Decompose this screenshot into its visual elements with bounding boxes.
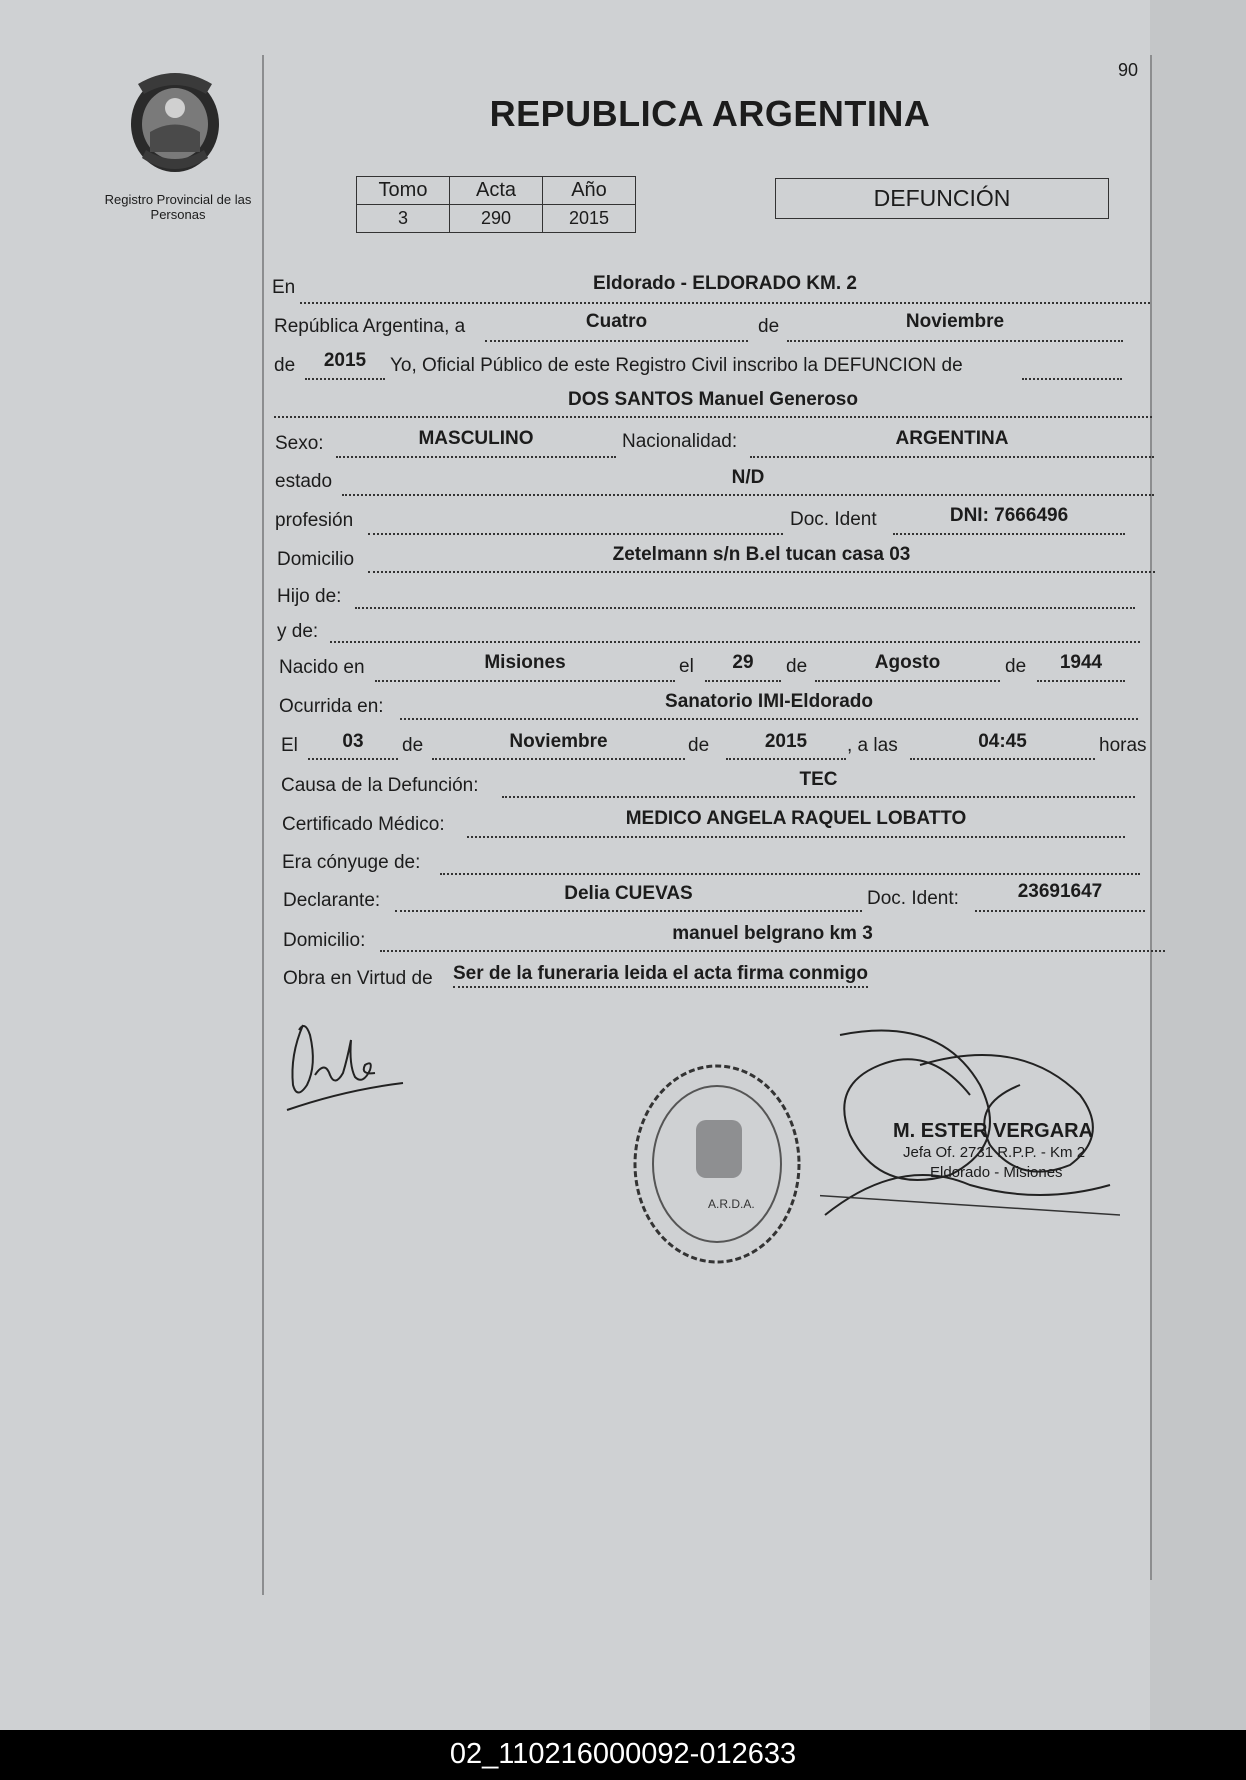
birth-month-value: Agosto: [874, 652, 941, 673]
left-margin-line: [262, 55, 264, 1595]
label-domicilio: Domicilio: [277, 549, 355, 570]
label-doc-ident: Doc. Ident:: [867, 888, 959, 909]
declarant-signature-icon: [285, 1015, 415, 1115]
obra-value: Ser de la funeraria leida el acta firma conmigo: [453, 963, 868, 988]
death-day-value: 03: [342, 731, 364, 752]
place-value: Eldorado - ELDORADO KM. 2: [593, 273, 857, 294]
label-conyuge: Era cónyuge de:: [282, 852, 421, 873]
field-line: [440, 851, 1140, 875]
label-profesion: profesión: [275, 510, 354, 531]
svg-text:A.R.D.A.: A.R.D.A.: [708, 1197, 755, 1211]
domicilio-value: Zetelmann s/n B.el tucan casa 03: [612, 544, 911, 565]
ano-value: 2015: [543, 205, 636, 233]
label-horas: horas: [1099, 735, 1147, 756]
registry-name: Registro Provincial de las Personas: [104, 192, 252, 222]
page-number: 90: [1118, 60, 1139, 80]
label-en: En: [272, 277, 296, 298]
day-words-value: Cuatro: [585, 311, 648, 332]
label-nacido-en: Nacido en: [279, 657, 365, 678]
official-name: M. ESTER VERGARA: [893, 1120, 1094, 1142]
table-header-ano: Año: [543, 177, 636, 205]
label-de: de: [758, 316, 780, 337]
death-year-value: 2015: [764, 731, 808, 752]
certificado-value: MEDICO ANGELA RAQUEL LOBATTO: [625, 808, 967, 829]
label-de: de: [1005, 656, 1027, 677]
estado-value: N/D: [731, 467, 765, 488]
document-title: REPUBLICA ARGENTINA: [489, 93, 931, 134]
deceased-name-value: DOS SANTOS Manuel Generoso: [568, 389, 858, 410]
label-causa: Causa de la Defunción:: [281, 775, 479, 796]
officer-statement: Yo, Oficial Público de este Registro Civil inscribo la DEFUNCION de: [390, 355, 963, 376]
tomo-value: 3: [357, 205, 450, 233]
declarante-doc-value: 23691647: [1017, 881, 1103, 902]
label-el: el: [679, 656, 694, 677]
declarante-domicilio-value: manuel belgrano km 3: [672, 923, 873, 944]
label-ocurrida-en: Ocurrida en:: [279, 696, 384, 717]
record-number-table: [356, 176, 636, 233]
label-domicilio2: Domicilio:: [283, 930, 366, 951]
death-place-value: Sanatorio IMI-Eldorado: [665, 691, 873, 712]
label-de: de: [688, 735, 710, 756]
label-hijo-de: Hijo de:: [277, 586, 342, 607]
table-header-tomo: Tomo: [357, 177, 450, 205]
label-declarante: Declarante:: [283, 890, 381, 911]
label-certificado: Certificado Médico:: [282, 814, 445, 835]
death-time-value: 04:45: [978, 731, 1027, 752]
page-edge-shadow: [1150, 0, 1246, 1730]
acta-value: 290: [450, 205, 543, 233]
label-estado: estado: [275, 471, 333, 492]
official-location: Eldorado - Misiones: [930, 1164, 1063, 1181]
label-a-las: , a las: [847, 735, 898, 756]
sexo-value: MASCULINO: [418, 428, 534, 449]
field-line: [330, 619, 1140, 643]
label-republica: República Argentina, a: [274, 316, 466, 337]
field-line: [355, 585, 1135, 609]
label-sexo: Sexo:: [275, 433, 324, 454]
label-de: de: [402, 735, 424, 756]
death-month-value: Noviembre: [509, 731, 608, 752]
doc-ident-value: DNI: 7666496: [949, 505, 1069, 526]
table-header-acta: Acta: [450, 177, 543, 205]
birth-year-value: 1944: [1059, 652, 1103, 673]
label-obra: Obra en Virtud de: [283, 968, 433, 989]
field-line: [1022, 356, 1122, 380]
label-el: El: [281, 735, 298, 756]
label-de-year: de: [274, 355, 296, 376]
birth-place-value: Misiones: [484, 652, 566, 673]
nacionalidad-value: ARGENTINA: [895, 428, 1009, 449]
file-caption: 02_110216000092-012633: [0, 1730, 1246, 1780]
declarante-value: Delia CUEVAS: [564, 883, 693, 904]
right-margin-line: [1150, 55, 1152, 1580]
registry-round-stamp-icon: [628, 1058, 806, 1270]
month-value: Noviembre: [905, 311, 1005, 332]
causa-value: TEC: [799, 769, 838, 790]
birth-day-value: 29: [732, 652, 754, 673]
label-y-de: y de:: [277, 621, 319, 642]
record-type-box: DEFUNCIÓN: [775, 178, 1109, 219]
label-nacionalidad: Nacionalidad:: [622, 431, 738, 452]
label-de: de: [786, 656, 808, 677]
field-line: [368, 511, 783, 535]
year-value: 2015: [323, 350, 367, 371]
label-doc-ident: Doc. Ident: [790, 509, 877, 530]
official-title: Jefa Of. 2731 R.P.P. - Km 2: [903, 1144, 1086, 1161]
provincial-seal-icon: [120, 62, 230, 180]
